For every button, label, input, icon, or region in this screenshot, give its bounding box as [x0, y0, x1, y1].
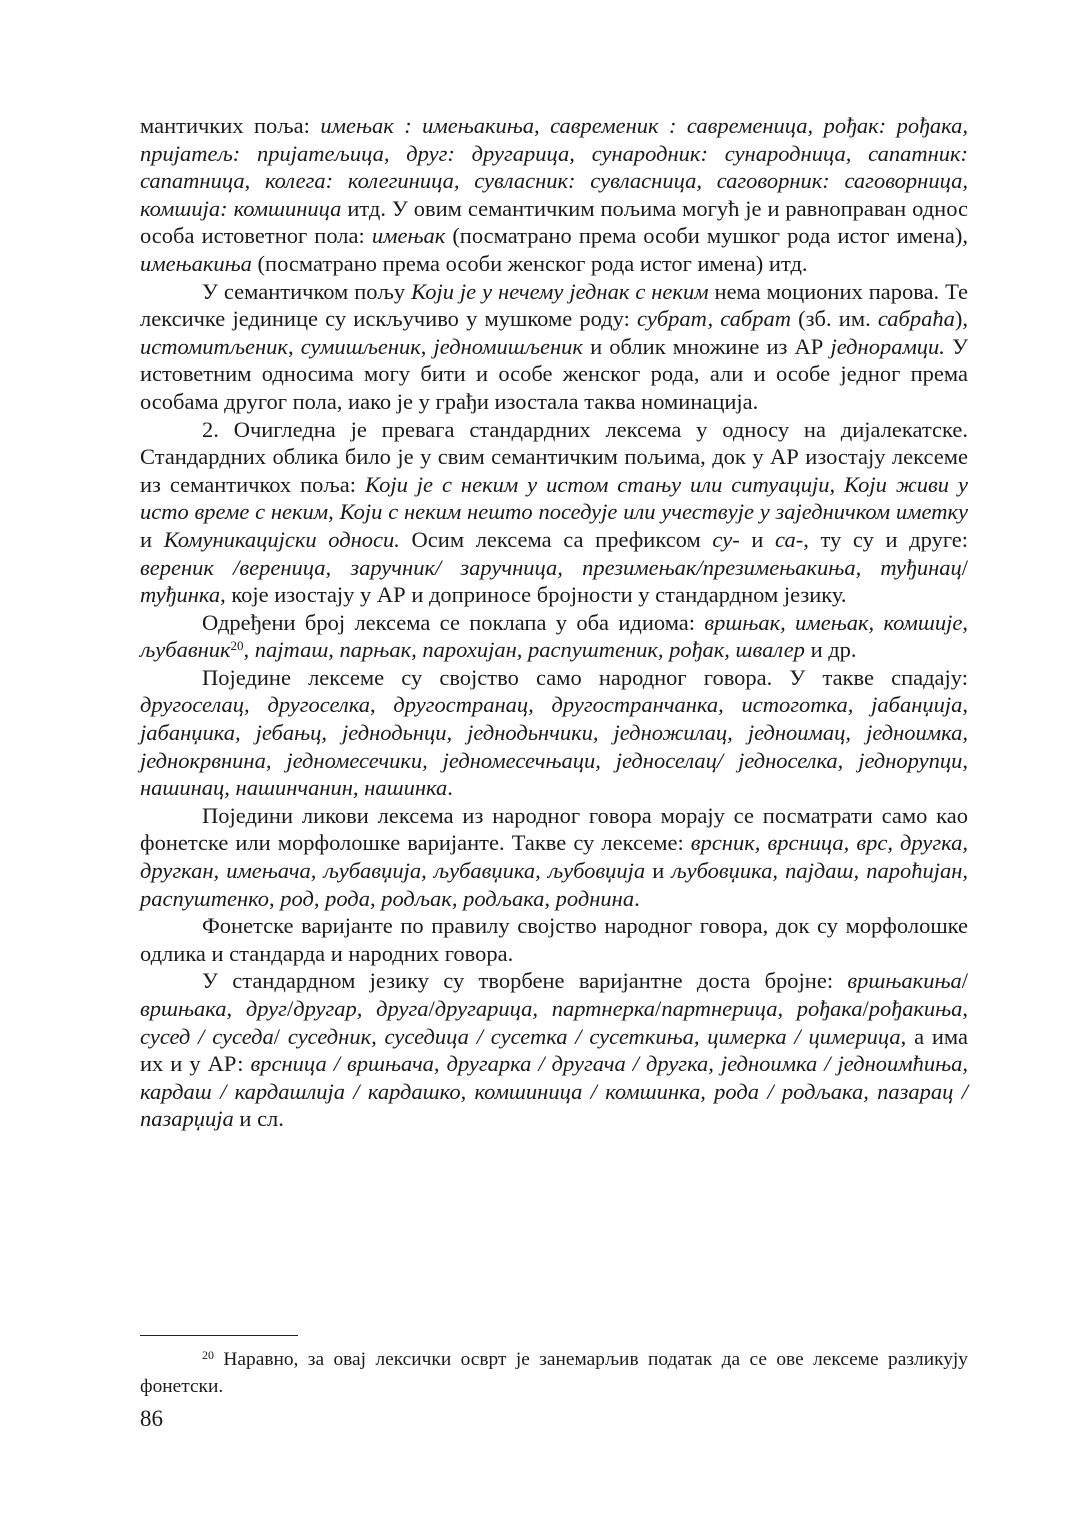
text-run: , ту су и друге: [803, 526, 968, 552]
text-run: (посматрано према особи мушког рода истог имена), [445, 223, 968, 249]
italic-text: Који је у нечему једнак с неким [411, 278, 709, 304]
text-run: и др. [804, 637, 857, 663]
italic-text: имењак : имењакиња, савременик : савременица, рођак: рођака, пријатељ: пријатељица, друг: другарица, сународник: сународница, сапатник: сапатница, колега: колегиница, сувласник: сувласница, саговорник: саговорница, комшија: комшиница [140, 113, 969, 221]
text-run: / [961, 554, 968, 580]
text-run: . [447, 775, 453, 801]
text-run: У стандардном језику су творбене варијантне доста бројне: [202, 968, 848, 994]
italic-text: једнорамци. [830, 333, 945, 359]
footnote [140, 1346, 968, 1400]
body-paragraph [140, 278, 968, 416]
italic-text: једномишљеник [433, 333, 583, 359]
italic-text: истомитљеник [140, 333, 288, 359]
body-paragraph [140, 416, 968, 609]
footnote-separator [140, 1335, 298, 1336]
italic-text: сусед / суседа [140, 1023, 274, 1049]
italic-text: вршњакиња [847, 968, 962, 994]
text-run: Поједине лексеме су својство само народног говора. У такве спадају: [202, 664, 968, 690]
italic-text: врсник, врсница, врс, другка, другкан, имењача, љубавџија, љубавџика, љубовџија [140, 830, 968, 884]
italic-text: вршњак, имењак, комшије [704, 609, 963, 635]
text-run: Одређени број лексема се поклапа у оба идиома: [202, 609, 705, 635]
text-run: нема моционих парова. Те лексичке јединице су искључиво у мушкоме роду: [140, 278, 968, 332]
text-run: У истоветним односима могу бити и особе женског рода, али и особе једног према особама другог пола, иако је у грађи изостала таква номинација. [140, 333, 969, 414]
italic-text: са- [775, 526, 804, 552]
footnote-reference: 20 [230, 638, 244, 654]
text-run: а има их и у АР: [140, 1023, 968, 1077]
text-run: / [273, 1023, 288, 1049]
italic-text: су- [712, 526, 740, 552]
footnote-marker: 20 [202, 1348, 214, 1362]
italic-text: туђинка [140, 582, 221, 608]
body-paragraph [140, 912, 968, 967]
text-run: (зб. им. [791, 306, 878, 332]
body-paragraph [140, 609, 968, 664]
italic-text: сабраћа [877, 306, 955, 332]
text-run: Поједини ликови лексема из народног говора морају се посматрати само као фонетске или морфолошке варијанте. Такве су лексеме: [140, 802, 968, 856]
italic-text: рођакиња [868, 996, 963, 1021]
text-run: Осим лексема са префиксом [399, 526, 713, 552]
text-run: и [739, 526, 776, 552]
italic-text: субрат, сабрат [637, 306, 791, 332]
text-run: ), [954, 306, 968, 332]
body-paragraph [140, 967, 968, 1133]
page-body [140, 112, 968, 1133]
italic-text: другар, друга [293, 996, 429, 1021]
text-run: , [369, 692, 394, 718]
italic-text: љубовџика, пајдаш, пароћијан, распуштенко, род, рода, родљак, родљака, роднина [140, 858, 968, 911]
text-run: и [140, 526, 164, 552]
text-run: / [428, 996, 435, 1021]
text-run: (посматрано према особи женског рода истог имена) итд. [251, 250, 808, 276]
italic-text: другарица, партнерка [434, 996, 656, 1021]
italic-text: Комуникацијски односи. [163, 526, 400, 552]
italic-text: сумишљеник [300, 333, 421, 359]
page-number: 86 [140, 1406, 163, 1431]
text-run: , [287, 333, 301, 359]
text-run: Фонетске варијанте по правилу својство народног говора, док су морфолошке одлика и стандарда и народних говора. [140, 913, 968, 966]
footnote-text: Наравно, за овај лексички осврт је занемарљив податак да се ове лексеме разликују фонетски. [140, 1349, 968, 1397]
italic-text: другостранац, другостранчанка, истоготка, јабанџија, јабанџика, јебањц, једнодьнци, једнодьнчики, једножилац, једноимац, једноимка, једнокрвнина, једномесечики, једномесечњаци, једноселац/ једноселка, једнорупци, нашинац, нашинчанин, нашинка [140, 692, 969, 801]
text-run: / [655, 996, 662, 1021]
italic-text: Који је с неким у истом стању или ситуацији, Који живи у исто време с неким, Који с неким нешто поседује или учествује у заједничком иметку [140, 471, 968, 525]
text-run: и сл. [233, 1106, 284, 1132]
text-run: . [634, 885, 640, 911]
italic-text: , пајташ, парњак, парохијан, распуштеник, рођак, швалер [243, 637, 805, 663]
italic-text: имењак [371, 223, 446, 249]
text-run: мантичких поља: [140, 113, 321, 138]
body-paragraph [140, 664, 968, 802]
italic-text: суседник, суседица / сусетка / сусеткиња, цимерка / цимерица, [287, 1023, 907, 1049]
italic-text: имењакиња [140, 250, 252, 276]
italic-text: вршњака, друг [140, 996, 287, 1021]
italic-text: вереник /вереница, заручник/ заручница, презимењак/презимењакиња, туђинац [140, 554, 962, 580]
text-run: и [645, 858, 672, 884]
italic-text: љубавник [140, 637, 231, 663]
text-run: , које изостају у АР и доприносе бројности у стандардном језику. [220, 582, 847, 608]
italic-text: врсница / вршњача, другарка / другача / другка, једноимка / једноимћиња, кардаш / кардашлија / кардашко, комшиница / комшинка, рода / родљака, пазарац / пазарџија [140, 1051, 968, 1132]
body-paragraph [140, 112, 968, 278]
text-run: / [862, 996, 869, 1021]
text-run: У семантичком пољу [202, 278, 412, 304]
text-run: , [962, 996, 968, 1021]
italic-text: другоселац, другоселка [140, 692, 370, 718]
text-run: / [961, 968, 968, 994]
body-paragraph [140, 802, 968, 912]
text-run: итд. У овим семантичким пољима могућ је и равноправан однос особа истоветног пола: [140, 195, 969, 249]
text-run: и облик множине из АР [582, 333, 831, 359]
text-run: , [420, 333, 434, 359]
italic-text: партнерица, рођака [661, 996, 863, 1021]
text-run: 2. Очигледна је превага стандардних лексема у односу на дијалекатске. Стандардних облика било је у свим семантичким пољима, док у АР изостају лексеме из семантичкох поља: [140, 416, 968, 497]
text-run: / [286, 996, 294, 1021]
text-run: , [962, 609, 968, 635]
